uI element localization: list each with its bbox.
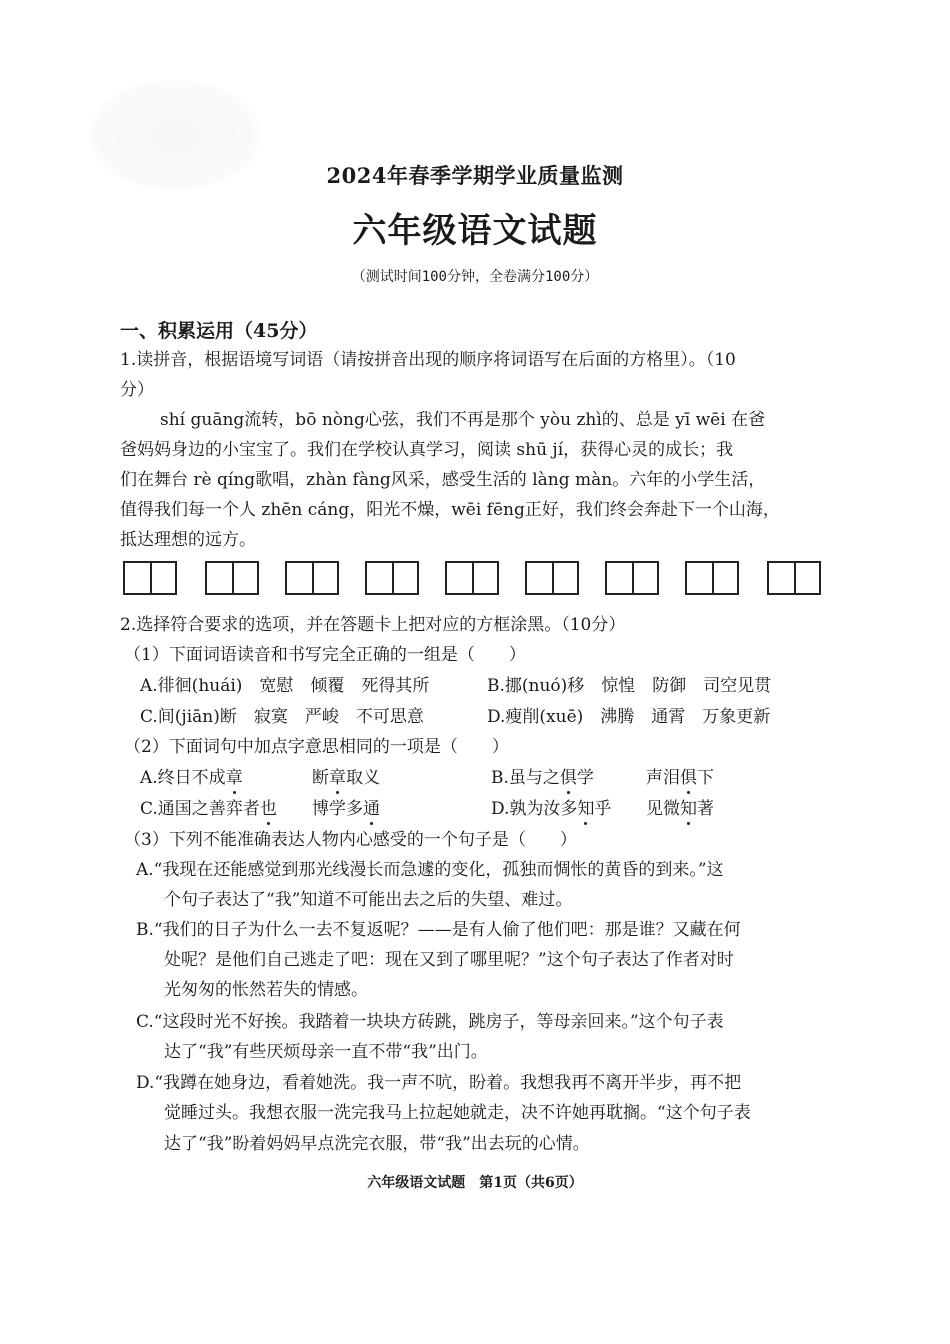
q1-passage-line: 抵达理想的远方。 xyxy=(120,530,256,550)
page-footer: 六年级语文试题 第1页（共6页） xyxy=(367,1175,583,1191)
q2-sub3-option-c-line: C.“这段时光不好挨。我踏着一块块方砖跳，跳房子，等母亲回来。”这个句子表 xyxy=(136,1012,724,1032)
dotted-char: 章 xyxy=(329,768,346,788)
q2-sub1-option-b: B.挪(nuó)移 惊惶 防御 司空见贯 xyxy=(487,676,772,696)
exam-note: （测试时间100分钟，全卷满分100分） xyxy=(351,269,599,285)
dotted-char: 章 xyxy=(225,768,243,788)
q2-sub2-option-b1 xyxy=(491,766,594,790)
q2-sub2-option-d1 xyxy=(491,797,611,821)
q2-sub1-option-a: A.徘徊(huái) 宽慰 倾覆 死得其所 xyxy=(140,676,430,696)
q2-sub3-option-b-line: 处呢？是他们自己逃走了吧：现在又到了哪里呢？”这个句子表达了作者对时 xyxy=(164,950,734,970)
exam-title: 六年级语文试题 xyxy=(352,211,598,251)
answer-box[interactable] xyxy=(285,561,339,595)
text-segment: A.终日不成 xyxy=(140,768,226,788)
text-segment: 著 xyxy=(697,799,714,819)
text-segment: 见微 xyxy=(646,799,680,819)
dotted-char: 知 xyxy=(577,799,595,819)
dotted-char: 也 xyxy=(259,799,277,819)
q2-sub3-option-a-line: 个句子表达了“我”知道不可能出去之后的失望、难过。 xyxy=(164,890,573,910)
q2-sub3-option-a-line: A.“我现在还能感觉到那光线漫长而急遽的变化，孤独而惆怅的黄昏的到来。”这 xyxy=(136,860,724,880)
exam-subtitle: 2024年春季学期学业质量监测 xyxy=(326,163,624,188)
q1-passage-line: shí guāng流转，bō nòng心弦，我们不再是那个 yòu zhì的、总是 yī wēi 在爸 xyxy=(160,410,766,430)
answer-box[interactable] xyxy=(685,561,739,595)
q1-passage-line: 们在舞台 rè qíng歌唱，zhàn fàng风采，感受生活的 làng màn。六年的小学生活， xyxy=(120,470,766,490)
q2-sub3-option-d-line: D.“我蹲在她身边，看着她洗。我一声不吭，盼着。我想我再不离开半步，再不把 xyxy=(136,1073,742,1093)
text-segment: 断 xyxy=(312,768,329,788)
q2-sub2-option-a1 xyxy=(140,766,243,790)
answer-box[interactable] xyxy=(525,561,579,595)
q1-prompt-line2: 分） xyxy=(120,380,154,400)
q1-prompt-line1: 1.读拼音，根据语境写词语（请按拼音出现的顺序将词语写在后面的方格里）。（10 xyxy=(120,350,736,370)
text-segment: B.虽与之 xyxy=(491,768,560,788)
section-heading: 一、积累运用（45分） xyxy=(120,320,318,342)
answer-box[interactable] xyxy=(605,561,659,595)
answer-box[interactable] xyxy=(445,561,499,595)
q1-passage-line: 爸妈妈身边的小宝宝了。我们在学校认真学习，阅读 shū jí，获得心灵的成长；我 xyxy=(120,440,734,460)
q2-prompt: 2.选择符合要求的选项，并在答题卡上把对应的方框涂黑。（10分） xyxy=(120,615,626,635)
q2-sub2-option-c2 xyxy=(312,797,380,821)
q2-sub3-stem: （3）下列不能准确表达人物内心感受的一个句子是（ ） xyxy=(124,830,577,850)
q2-sub2-stem: （2）下面词句中加点字意思相同的一项是（ ） xyxy=(124,737,509,757)
q2-sub1-option-d: D.瘦削(xuē) 沸腾 通霄 万象更新 xyxy=(487,707,771,727)
text-segment: 学 xyxy=(576,768,594,788)
answer-box[interactable] xyxy=(205,561,259,595)
q2-sub2-option-b2 xyxy=(646,766,714,790)
dotted-char: 通 xyxy=(363,799,380,819)
text-segment: 下 xyxy=(697,768,714,788)
q2-sub2-option-a2 xyxy=(312,766,380,790)
q2-sub3-option-d-line: 达了“我”盼着妈妈早点洗完衣服，带“我”出去玩的心情。 xyxy=(164,1134,590,1154)
answer-box[interactable] xyxy=(365,561,419,595)
text-segment: C.通国之善弈者 xyxy=(140,799,260,819)
dotted-char: 俱 xyxy=(559,768,577,788)
text-segment: D.孰为汝多 xyxy=(491,799,578,819)
text-segment: 博学多 xyxy=(312,799,363,819)
answer-box[interactable] xyxy=(123,561,177,595)
text-segment: 乎 xyxy=(594,799,612,819)
q2-sub3-option-b-line: 光匆匆的怅然若失的情感。 xyxy=(164,980,368,1000)
dotted-char: 知 xyxy=(680,799,697,819)
text-segment: 声泪 xyxy=(646,768,680,788)
q2-sub1-option-c: C.间(jiān)断 寂寞 严峻 不可思意 xyxy=(140,707,424,727)
answer-box[interactable] xyxy=(767,561,821,595)
answer-box-grid xyxy=(123,561,823,597)
dotted-char: 俱 xyxy=(680,768,697,788)
q2-sub2-option-c1 xyxy=(140,797,277,821)
text-segment: 取义 xyxy=(346,768,380,788)
q2-sub2-option-d2 xyxy=(646,797,714,821)
q2-sub3-option-d-line: 觉睡过头。我想衣服一洗完我马上拉起她就走，决不许她再耽搁。“这个句子表 xyxy=(164,1103,751,1123)
q1-passage-line: 值得我们每一个人 zhēn cáng，阳光不燥，wēi fēng正好，我们终会奔赴下一个山海， xyxy=(120,500,780,520)
q2-sub3-option-c-line: 达了“我”有些厌烦母亲一直不带“我”出门。 xyxy=(164,1042,488,1062)
q2-sub1-stem: （1）下面词语读音和书写完全正确的一组是（ ） xyxy=(124,645,526,665)
q2-sub3-option-b-line: B.“我们的日子为什么一去不复返呢？——是有人偷了他们吧：那是谁？又藏在何 xyxy=(136,920,741,940)
